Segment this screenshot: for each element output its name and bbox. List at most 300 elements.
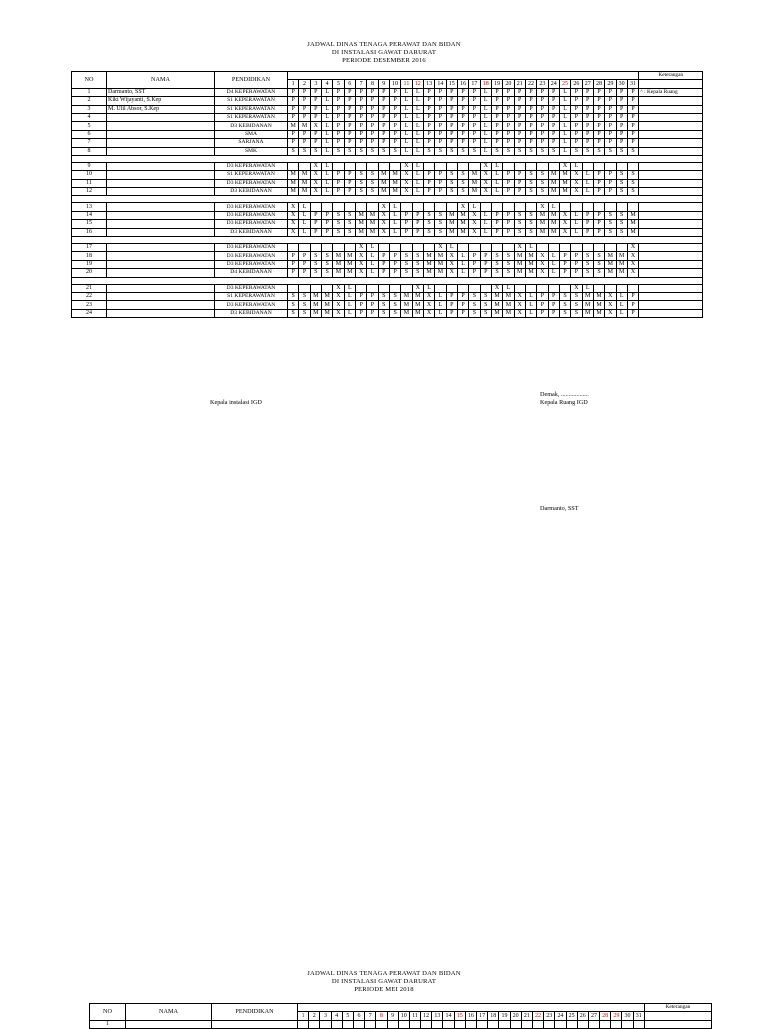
shift-cell: L xyxy=(412,139,423,147)
shift-cell xyxy=(469,244,480,252)
shift-cell: L xyxy=(457,260,468,268)
shift-cell: M xyxy=(446,211,457,219)
shift-cell: P xyxy=(446,113,457,121)
shift-cell: P xyxy=(333,188,344,196)
shift-cell: P xyxy=(457,105,468,113)
shift-cell: P xyxy=(344,179,355,187)
shift-cell: L xyxy=(401,147,412,155)
shift-cell: S xyxy=(605,220,616,228)
shift-cell: X xyxy=(559,162,570,170)
table-row xyxy=(72,97,703,105)
shift-cell: P xyxy=(378,139,389,147)
shift-cell: M xyxy=(616,260,627,268)
shift-cell: M xyxy=(299,171,310,179)
shift-cell: P xyxy=(582,139,593,147)
shift-cell: M xyxy=(367,228,378,236)
shift-cell xyxy=(555,1020,566,1028)
shift-cell: P xyxy=(559,252,570,260)
title-line-3: PERIODE DESEMBER 2016 xyxy=(342,57,426,64)
shift-cell: M xyxy=(378,171,389,179)
header-day-band xyxy=(288,72,639,80)
day-number: 10 xyxy=(389,80,400,88)
shift-cell: X xyxy=(310,162,321,170)
shift-cell: P xyxy=(333,97,344,105)
shift-cell: P xyxy=(559,260,570,268)
shift-cell: P xyxy=(514,122,525,130)
row-name xyxy=(107,147,215,155)
shift-cell: P xyxy=(503,88,514,96)
shift-cell: P xyxy=(503,105,514,113)
shift-cell xyxy=(288,284,299,292)
shift-cell xyxy=(457,284,468,292)
shift-cell: S xyxy=(401,269,412,277)
shift-cell xyxy=(409,1020,420,1028)
shift-cell: P xyxy=(503,179,514,187)
shift-cell: M xyxy=(616,269,627,277)
shift-cell: X xyxy=(627,252,638,260)
shift-cell: P xyxy=(333,88,344,96)
shift-cell: M xyxy=(559,188,570,196)
shift-cell xyxy=(299,244,310,252)
shift-cell: L xyxy=(344,301,355,309)
shift-cell: S xyxy=(288,292,299,300)
day-number: 27 xyxy=(582,80,593,88)
shift-cell xyxy=(600,1020,611,1028)
shift-cell: S xyxy=(344,220,355,228)
shift-cell: L xyxy=(412,147,423,155)
shift-cell: P xyxy=(367,113,378,121)
header-nama: NAMA xyxy=(126,1004,212,1021)
shift-cell: S xyxy=(627,171,638,179)
shift-cell: X xyxy=(491,284,502,292)
shift-cell xyxy=(389,162,400,170)
day-number: 23 xyxy=(537,80,548,88)
shift-cell: L xyxy=(480,220,491,228)
shift-cell: P xyxy=(435,188,446,196)
shift-cell: M xyxy=(627,228,638,236)
group-separator xyxy=(72,196,703,203)
shift-cell xyxy=(333,162,344,170)
shift-cell: P xyxy=(582,113,593,121)
title2-line-3: PERIODE MEI 2018 xyxy=(354,986,414,993)
row-no: 15 xyxy=(72,220,107,228)
shift-cell: L xyxy=(389,203,400,211)
shift-cell: L xyxy=(503,284,514,292)
shift-cell xyxy=(299,284,310,292)
shift-cell: P xyxy=(503,139,514,147)
shift-cell: P xyxy=(537,105,548,113)
shift-cell: X xyxy=(378,203,389,211)
table-row xyxy=(72,139,703,147)
row-no: 8 xyxy=(72,147,107,155)
header-pendidikan: PENDIDIKAN xyxy=(215,72,288,89)
shift-cell: L xyxy=(582,188,593,196)
row-pendidikan: D3 KEPERAWATAN xyxy=(215,162,288,170)
shift-cell: S xyxy=(548,147,559,155)
shift-cell: M xyxy=(457,228,468,236)
shift-cell xyxy=(571,203,582,211)
shift-cell: M xyxy=(446,228,457,236)
day-number: 12 xyxy=(412,80,423,88)
shift-cell: S xyxy=(355,171,366,179)
shift-cell: S xyxy=(435,211,446,219)
shift-cell: M xyxy=(548,179,559,187)
shift-cell: M xyxy=(344,260,355,268)
shift-cell: L xyxy=(412,113,423,121)
shift-cell xyxy=(480,244,491,252)
row-pendidikan: D3 KEPERAWATAN xyxy=(215,301,288,309)
shift-cell: X xyxy=(537,269,548,277)
shift-cell: S xyxy=(389,301,400,309)
shift-cell: X xyxy=(355,244,366,252)
header-keterangan: Keterangan xyxy=(639,72,703,80)
shift-cell: P xyxy=(491,88,502,96)
shift-cell: X xyxy=(469,211,480,219)
shift-cell: P xyxy=(514,105,525,113)
shift-cell xyxy=(521,1020,532,1028)
row-pendidikan: D3 KEPERAWATAN xyxy=(215,260,288,268)
shift-cell: X xyxy=(480,179,491,187)
shift-cell xyxy=(503,244,514,252)
shift-cell: M xyxy=(605,252,616,260)
table-row xyxy=(72,203,703,211)
day-number: 5 xyxy=(342,1012,353,1020)
shift-cell: S xyxy=(514,228,525,236)
shift-cell: P xyxy=(582,220,593,228)
shift-cell: L xyxy=(457,269,468,277)
shift-cell: P xyxy=(593,122,604,130)
shift-cell: P xyxy=(288,105,299,113)
shift-cell: S xyxy=(525,211,536,219)
shift-cell: P xyxy=(514,97,525,105)
shift-cell: S xyxy=(627,179,638,187)
shift-cell xyxy=(310,244,321,252)
shift-cell: P xyxy=(446,139,457,147)
shift-cell: P xyxy=(548,309,559,317)
shift-cell: P xyxy=(525,122,536,130)
shift-cell: S xyxy=(288,309,299,317)
shift-cell xyxy=(310,203,321,211)
shift-cell xyxy=(605,162,616,170)
shift-cell: P xyxy=(537,113,548,121)
shift-cell: L xyxy=(571,228,582,236)
header-keterangan: Keterangan xyxy=(644,1004,711,1012)
shift-cell: M xyxy=(469,188,480,196)
group-separator xyxy=(72,237,703,244)
shift-cell: P xyxy=(548,130,559,138)
day-number: 29 xyxy=(605,80,616,88)
shift-cell: S xyxy=(571,292,582,300)
shift-cell xyxy=(544,1020,555,1028)
row-no: 21 xyxy=(72,284,107,292)
day-number: 18 xyxy=(488,1012,499,1020)
shift-cell: P xyxy=(288,130,299,138)
row-pendidikan: D3 KEPERAWATAN xyxy=(215,179,288,187)
shift-cell: S xyxy=(514,220,525,228)
shift-cell: P xyxy=(378,88,389,96)
shift-cell: S xyxy=(333,220,344,228)
shift-cell: P xyxy=(310,228,321,236)
shift-cell: S xyxy=(616,220,627,228)
shift-cell: P xyxy=(537,309,548,317)
shift-cell: L xyxy=(401,139,412,147)
header-no: NO xyxy=(72,72,107,89)
row-name xyxy=(107,220,215,228)
shift-cell: P xyxy=(333,139,344,147)
shift-cell: M xyxy=(333,260,344,268)
shift-cell: M xyxy=(412,309,423,317)
shift-cell: P xyxy=(627,105,638,113)
day-number: 12 xyxy=(421,1012,432,1020)
shift-cell: M xyxy=(593,292,604,300)
shift-cell: M xyxy=(503,301,514,309)
shift-cell: P xyxy=(288,252,299,260)
shift-cell xyxy=(454,1020,465,1028)
shift-cell: L xyxy=(321,188,332,196)
day-number: 3 xyxy=(320,1012,331,1020)
shift-cell: X xyxy=(355,260,366,268)
row-keterangan: ^ : Kepala Ruang xyxy=(639,88,703,96)
title-line-2: DI INSTALASI GAWAT DARURAT xyxy=(331,49,437,56)
shift-cell: S xyxy=(423,147,434,155)
shift-cell: S xyxy=(288,147,299,155)
shift-cell: M xyxy=(412,301,423,309)
shift-cell: P xyxy=(571,105,582,113)
shift-cell: L xyxy=(367,260,378,268)
shift-cell: X xyxy=(571,171,582,179)
shift-cell: P xyxy=(299,113,310,121)
shift-cell: L xyxy=(344,309,355,317)
shift-cell: P xyxy=(344,88,355,96)
shift-cell: P xyxy=(355,139,366,147)
day-number: 2 xyxy=(299,80,310,88)
shift-cell: P xyxy=(299,252,310,260)
shift-cell: L xyxy=(401,105,412,113)
row-keterangan xyxy=(639,252,703,260)
shift-cell: L xyxy=(401,113,412,121)
shift-cell: P xyxy=(548,122,559,130)
shift-cell: M xyxy=(525,269,536,277)
shift-cell: P xyxy=(503,171,514,179)
shift-cell: X xyxy=(571,188,582,196)
shift-cell: L xyxy=(480,105,491,113)
shift-cell: S xyxy=(491,269,502,277)
shift-cell: P xyxy=(288,88,299,96)
shift-cell: P xyxy=(469,269,480,277)
shift-cell: P xyxy=(333,171,344,179)
shift-cell: P xyxy=(435,122,446,130)
day-number: 20 xyxy=(510,1012,521,1020)
shift-cell xyxy=(432,1020,443,1028)
shift-cell: P xyxy=(435,179,446,187)
shift-cell: S xyxy=(367,179,378,187)
shift-cell: X xyxy=(355,269,366,277)
shift-cell: L xyxy=(559,147,570,155)
shift-cell: S xyxy=(605,228,616,236)
shift-cell xyxy=(423,203,434,211)
shift-cell: P xyxy=(457,292,468,300)
shift-cell: L xyxy=(480,88,491,96)
shift-cell xyxy=(355,284,366,292)
shift-cell: L xyxy=(412,179,423,187)
shift-cell xyxy=(378,244,389,252)
row-name xyxy=(107,203,215,211)
row-pendidikan: D3 KEBIDANAN xyxy=(215,309,288,317)
shift-cell: S xyxy=(593,252,604,260)
table-row xyxy=(72,211,703,219)
separator-cell xyxy=(72,277,703,284)
shift-cell xyxy=(605,244,616,252)
shift-cell: P xyxy=(503,220,514,228)
row-keterangan xyxy=(639,162,703,170)
shift-cell: P xyxy=(412,228,423,236)
table-row xyxy=(72,162,703,170)
row-no: 9 xyxy=(72,162,107,170)
shift-cell: P xyxy=(435,88,446,96)
shift-cell: S xyxy=(446,147,457,155)
shift-cell: X xyxy=(288,220,299,228)
row-no: 11 xyxy=(72,179,107,187)
shift-cell: P xyxy=(593,220,604,228)
shift-cell: S xyxy=(616,179,627,187)
shift-cell: M xyxy=(503,309,514,317)
shift-cell: P xyxy=(321,220,332,228)
shift-cell: P xyxy=(355,105,366,113)
shift-cell: P xyxy=(491,139,502,147)
table-row xyxy=(72,309,703,317)
shift-cell xyxy=(298,1020,309,1028)
shift-cell xyxy=(593,244,604,252)
shift-cell: P xyxy=(423,88,434,96)
day-number: 26 xyxy=(571,80,582,88)
shift-cell xyxy=(421,1020,432,1028)
shift-cell: P xyxy=(627,292,638,300)
shift-cell: M xyxy=(299,188,310,196)
shift-cell: L xyxy=(480,97,491,105)
shift-cell xyxy=(559,203,570,211)
shift-cell: S xyxy=(480,309,491,317)
shift-cell: P xyxy=(344,122,355,130)
shift-cell: M xyxy=(491,292,502,300)
shift-cell: P xyxy=(310,113,321,121)
shift-cell: P xyxy=(605,122,616,130)
shift-cell: P xyxy=(627,301,638,309)
shift-cell xyxy=(367,162,378,170)
shift-cell xyxy=(525,203,536,211)
day-number: 1 xyxy=(298,1012,309,1020)
shift-cell: P xyxy=(593,97,604,105)
shift-cell: M xyxy=(423,252,434,260)
shift-cell: L xyxy=(559,122,570,130)
shift-cell: S xyxy=(423,228,434,236)
shift-cell: P xyxy=(344,97,355,105)
shift-cell: X xyxy=(423,292,434,300)
shift-cell: P xyxy=(446,301,457,309)
row-name xyxy=(107,301,215,309)
row-name xyxy=(107,171,215,179)
shift-cell: P xyxy=(469,122,480,130)
shift-cell: P xyxy=(333,122,344,130)
shift-cell xyxy=(622,1020,633,1028)
shift-cell: P xyxy=(525,97,536,105)
shift-cell xyxy=(398,1020,409,1028)
shift-cell xyxy=(577,1020,588,1028)
row-keterangan xyxy=(639,105,703,113)
shift-cell: P xyxy=(582,105,593,113)
shift-cell: M xyxy=(491,301,502,309)
shift-cell: X xyxy=(559,228,570,236)
shift-cell: P xyxy=(469,252,480,260)
shift-cell: X xyxy=(333,284,344,292)
day-number: 14 xyxy=(435,80,446,88)
shift-cell: S xyxy=(559,309,570,317)
row-name: M. Ulil Absor, S.Kep xyxy=(107,105,215,113)
shift-cell: L xyxy=(344,292,355,300)
shift-cell: S xyxy=(355,147,366,155)
shift-cell: P xyxy=(469,105,480,113)
row-name xyxy=(107,244,215,252)
shift-cell xyxy=(491,244,502,252)
shift-cell xyxy=(503,162,514,170)
shift-cell: P xyxy=(537,122,548,130)
separator-cell xyxy=(72,155,703,162)
shift-cell: X xyxy=(537,252,548,260)
shift-cell: P xyxy=(593,188,604,196)
shift-cell: P xyxy=(537,130,548,138)
shift-cell xyxy=(412,203,423,211)
shift-cell: M xyxy=(412,292,423,300)
shift-cell: P xyxy=(412,211,423,219)
shift-cell: M xyxy=(559,171,570,179)
shift-cell: P xyxy=(582,88,593,96)
shift-cell: P xyxy=(321,228,332,236)
row-no: 12 xyxy=(72,188,107,196)
shift-cell: P xyxy=(593,228,604,236)
shift-cell: P xyxy=(333,130,344,138)
shift-cell: P xyxy=(344,105,355,113)
shift-cell xyxy=(548,162,559,170)
shift-cell: S xyxy=(616,228,627,236)
shift-cell xyxy=(537,162,548,170)
shift-cell: P xyxy=(310,139,321,147)
shift-cell: P xyxy=(446,105,457,113)
shift-cell: L xyxy=(412,97,423,105)
shift-cell: P xyxy=(548,88,559,96)
shift-cell: P xyxy=(548,105,559,113)
shift-cell: P xyxy=(491,97,502,105)
shift-cell: M xyxy=(446,220,457,228)
shift-cell: S xyxy=(378,292,389,300)
shift-cell: X xyxy=(627,269,638,277)
shift-cell: P xyxy=(435,139,446,147)
day-number: 19 xyxy=(491,80,502,88)
table-row xyxy=(72,220,703,228)
shift-cell: M xyxy=(457,220,468,228)
shift-cell: L xyxy=(525,301,536,309)
shift-cell: M xyxy=(344,252,355,260)
shift-cell xyxy=(627,203,638,211)
day-number: 21 xyxy=(521,1012,532,1020)
shift-cell: L xyxy=(389,220,400,228)
shift-cell xyxy=(309,1020,320,1028)
right-signature-title: Kepala Ruang IGD xyxy=(540,399,588,406)
row-pendidikan: S1 KEPERAWATAN xyxy=(215,292,288,300)
shift-cell xyxy=(537,284,548,292)
shift-cell: M xyxy=(457,211,468,219)
shift-cell xyxy=(633,1020,644,1028)
shift-cell: X xyxy=(412,284,423,292)
shift-cell xyxy=(423,244,434,252)
